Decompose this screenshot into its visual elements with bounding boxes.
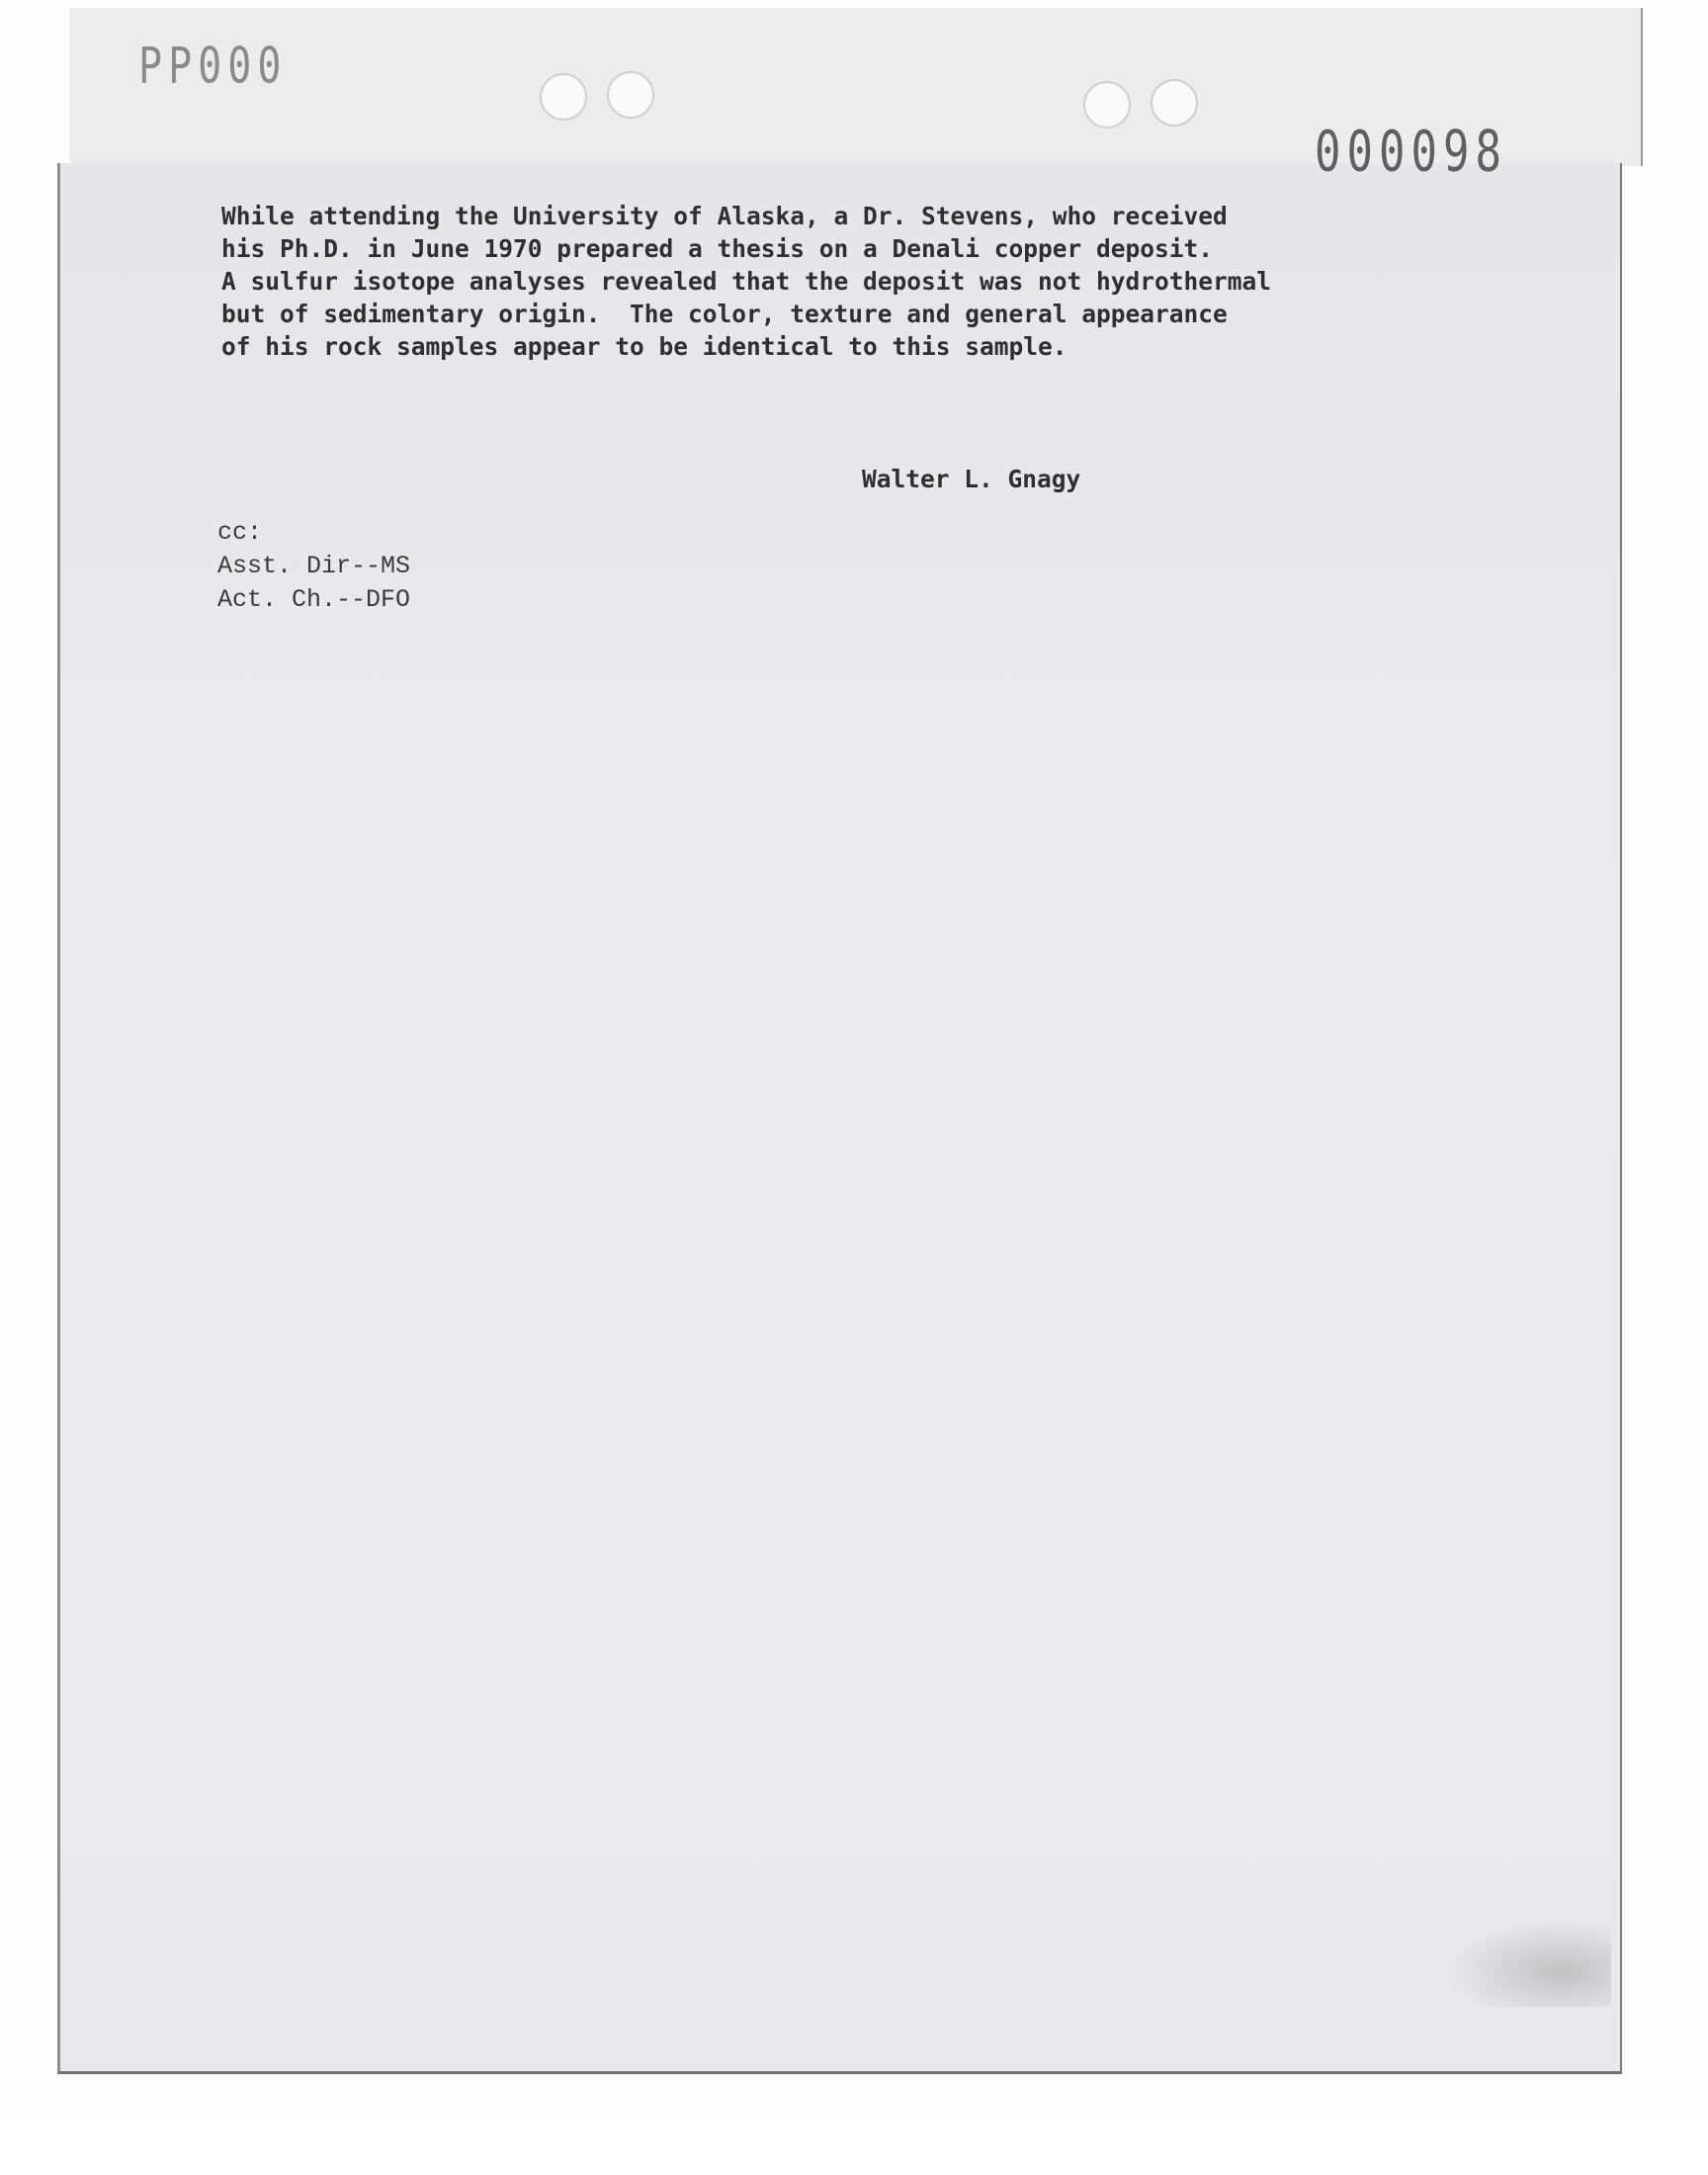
paragraph-line: of his rock samples appear to be identical to this sample. — [221, 332, 1068, 361]
letter-paragraph — [221, 200, 1506, 363]
cc-recipient: Act. Ch.--DFO — [217, 585, 411, 614]
cc-list — [217, 516, 410, 617]
punch-hole — [1151, 79, 1198, 127]
document-number-stamp-left: PP000 — [138, 38, 288, 95]
punch-hole — [1083, 81, 1131, 129]
paragraph-line: his Ph.D. in June 1970 prepared a thesis on a Denali copper deposit. — [221, 234, 1214, 263]
paragraph-line: A sulfur isotope analyses revealed that the deposit was not hydrothermal — [221, 267, 1272, 296]
paper-smudge — [1443, 1918, 1611, 2007]
paragraph-line: but of sedimentary origin. The color, texture and general appearance — [221, 300, 1228, 328]
paragraph-line: While attending the University of Alaska, a Dr. Stevens, who received — [221, 202, 1228, 230]
scan-margin — [0, 2116, 1708, 2175]
letter-sheet — [57, 163, 1622, 2074]
signature-name: Walter L. Gnagy — [862, 465, 1081, 493]
cc-label: cc: — [217, 518, 263, 547]
punch-hole — [607, 71, 654, 119]
document-number-stamp-right: 000098 — [1315, 119, 1507, 185]
punch-hole — [540, 73, 587, 121]
cc-recipient: Asst. Dir--MS — [217, 552, 411, 580]
